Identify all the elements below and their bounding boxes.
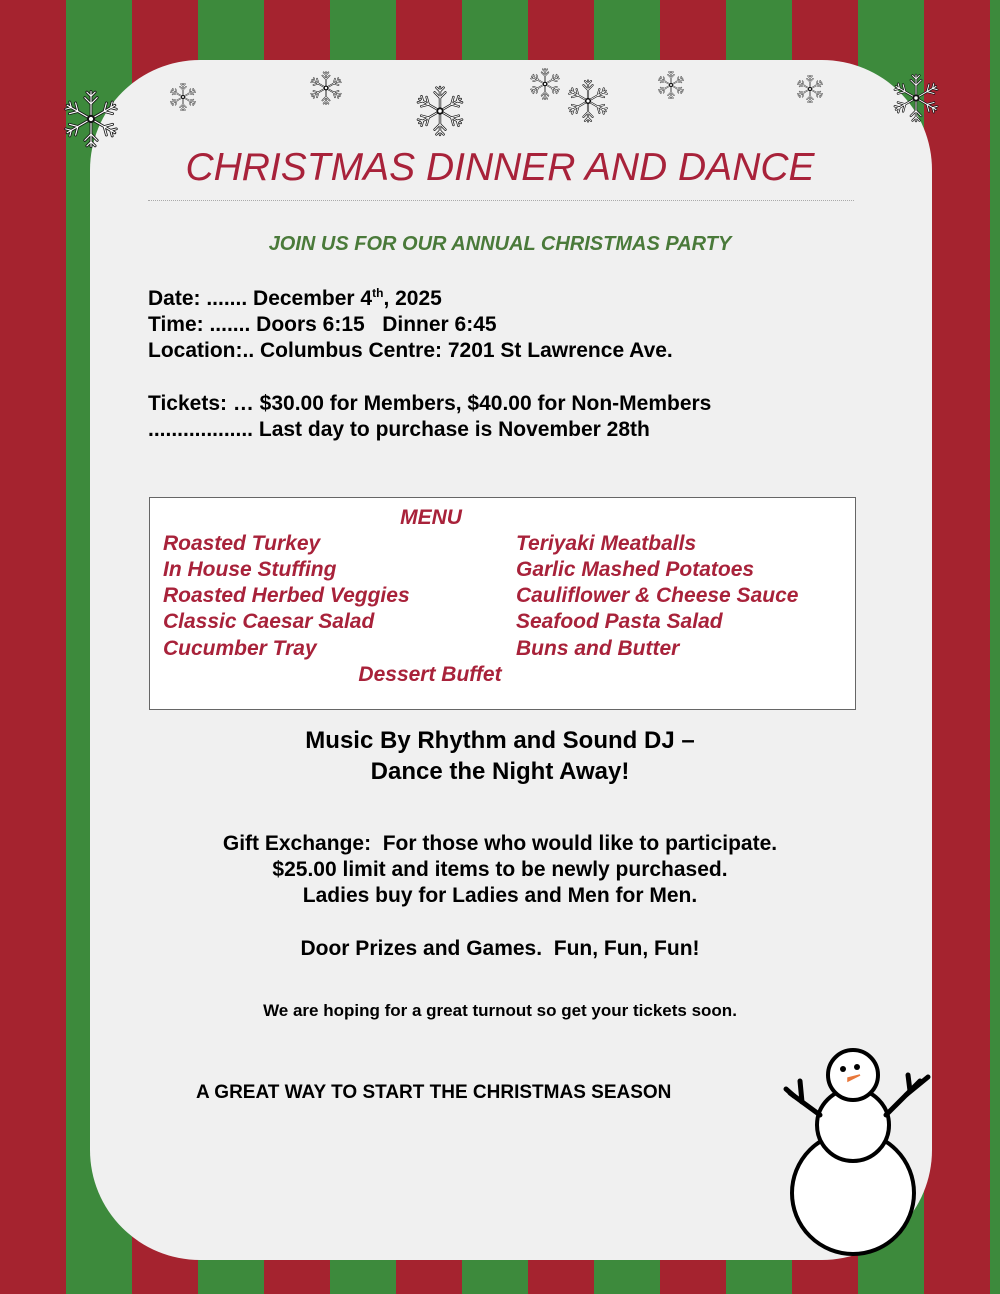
snowflake-icon (168, 82, 198, 112)
location-line (148, 339, 673, 363)
menu-item: Classic Caesar Salad (163, 610, 375, 633)
gift-line-1: Gift Exchange: For those who would like to participate. (222, 832, 778, 855)
snowflake-icon (565, 78, 611, 124)
deadline-value: Last day to purchase is November 28th (258, 418, 650, 441)
gift-line-2: $25.00 limit and items to be newly purchased. (272, 858, 728, 881)
menu-dessert: Dessert Buffet (358, 663, 502, 686)
tickets-value: $30.00 for Members, $40.00 for Non-Members (259, 392, 712, 415)
tickets-line (148, 392, 711, 416)
menu-item: Cauliflower & Cheese Sauce (516, 584, 799, 607)
date-value: December 4 (253, 287, 373, 310)
closing-line: A GREAT WAY TO START THE CHRISTMAS SEASON (196, 1082, 672, 1103)
menu-item: Roasted Turkey (163, 532, 321, 555)
snowflake-icon (656, 70, 686, 100)
menu-title: MENU (400, 506, 462, 529)
date-label: Date: ....... (148, 287, 248, 310)
music-line-2: Dance the Night Away! (370, 758, 630, 785)
subtitle: JOIN US FOR OUR ANNUAL CHRISTMAS PARTY (268, 233, 732, 255)
location-label: Location:.. (148, 339, 255, 362)
menu-box (149, 497, 856, 710)
snowflake-icon (413, 84, 467, 138)
menu-item: In House Stuffing (163, 558, 337, 581)
snowflake-icon (528, 67, 562, 101)
snowflake-icon (795, 74, 825, 104)
menu-item: Teriyaki Meatballs (516, 532, 697, 555)
time-line (148, 313, 497, 337)
hoping-line: We are hoping for a great turnout so get your tickets soon. (263, 1001, 737, 1020)
location-value: Columbus Centre: 7201 St Lawrence Ave. (260, 339, 673, 362)
deadline-line (148, 418, 650, 442)
prizes-line: Door Prizes and Games. Fun, Fun, Fun! (300, 937, 700, 960)
gift-line-3: Ladies buy for Ladies and Men for Men. (302, 884, 698, 907)
date-suffix: th (372, 286, 384, 300)
menu-item: Roasted Herbed Veggies (163, 584, 410, 607)
snowman-icon (780, 1045, 940, 1260)
time-value: Doors 6:15 Dinner 6:45 (256, 313, 497, 336)
music-line-1: Music By Rhythm and Sound DJ – (305, 727, 695, 754)
menu-item: Cucumber Tray (163, 637, 317, 660)
title-divider (148, 200, 854, 201)
time-label: Time: ....... (148, 313, 251, 336)
date-line (148, 286, 442, 311)
snowflake-icon (890, 72, 942, 124)
menu-item: Seafood Pasta Salad (516, 610, 723, 633)
tickets-label: Tickets: … (148, 392, 254, 415)
page-title: CHRISTMAS DINNER AND DANCE (185, 146, 815, 189)
snowflake-icon (60, 88, 122, 150)
snowflake-icon (308, 70, 344, 106)
menu-item: Buns and Butter (516, 637, 680, 660)
date-year: , 2025 (383, 287, 442, 310)
deadline-label: .................. (148, 418, 254, 441)
menu-item: Garlic Mashed Potatoes (516, 558, 755, 581)
